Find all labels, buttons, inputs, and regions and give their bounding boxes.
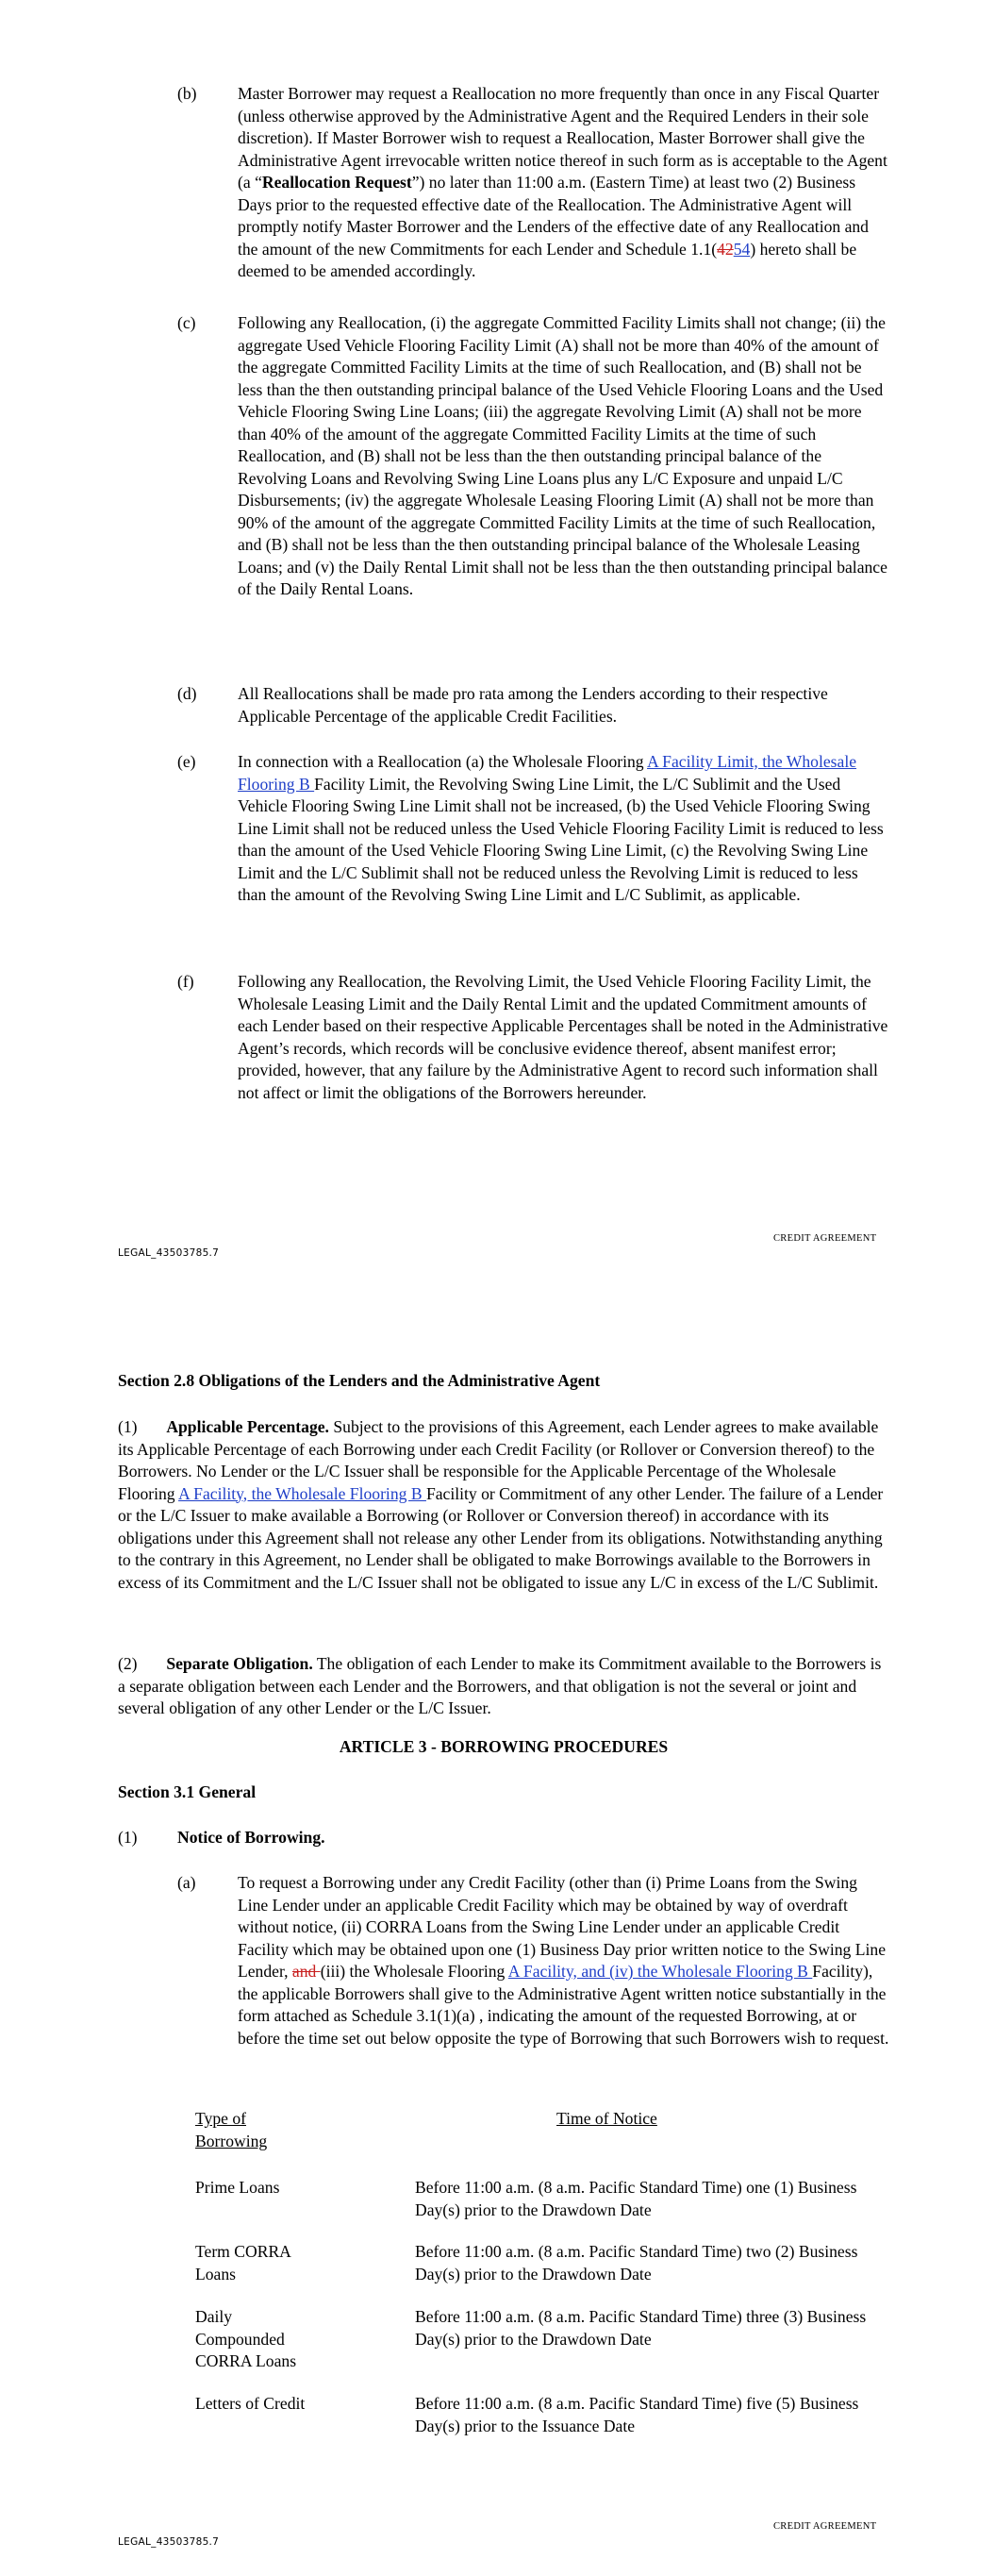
para-b-text-1: Master Borrower may request a Reallocation no more frequently than once in any Fiscal Quarter (unless otherwise approved by the Administrative Agent and the Required Lenders in their sole discretion). If Master Borrower wish to request a Reallocation, Master Borrower shall give the Administrative Agent irrevocable written notice thereof in such form as is acceptable to the Agent (a “ — [238, 84, 887, 192]
p2-text: The obligation of each Lender to make its Commitment available to the Borrowers is a separate obligation between each Lender and the Borrowers, and that obligation is not the several or joint and several obligation of any other Lender or the L/C Issuer. — [118, 1654, 882, 1717]
table-row-time: Before 11:00 a.m. (8 a.m. Pacific Standard Time) five (5) Business Day(s) prior to the Issuance Date — [415, 2394, 859, 2435]
footer-title: CREDIT AGREEMENT — [773, 2521, 877, 2532]
footer-doc-id: LEGAL_43503785.7 — [118, 2536, 220, 2548]
table-row-time: Before 11:00 a.m. (8 a.m. Pacific Standard Time) one (1) Business Day(s) prior to the Drawdown Date — [415, 2178, 857, 2219]
table-row-time: Before 11:00 a.m. (8 a.m. Pacific Standard Time) three (3) Business Day(s) prior to the Drawdown Date — [415, 2307, 867, 2349]
para-c: Following any Reallocation, (i) the aggregate Committed Facility Limits shall not change; (ii) the aggregate Used Vehicle Flooring Facility Limit (A) shall not be more than 40% of the amount of the aggregate Committed Facility Limits at the time of such Reallocation, and (B) shall not be less than the then outstanding principal balance of the Used Vehicle Flooring Loans and the Used Vehicle Flooring Swing Line Loans; (iii) the aggregate Revolving Limit (A) shall not be more than 40% of the amount of the aggregate Committed Facility Limits at the time of such Reallocation, and (B) shall not be less than the then outstanding principal balance of the Revolving Loans and Revolving Swing Line Loans plus any L/C Exposure and unpaid L/C Disbursements; (iv) the aggregate Wholesale Leasing Flooring Limit (A) shall not be more than 90% of the amount of the aggregate Committed Facility Limits at the time of such Reallocation, and (B) shall not be less than the then outstanding principal balance of the Wholesale Leasing Loans; and (v) the Daily Rental Limit shall not be less than the then outstanding principal balance of the Daily Rental Loans. — [238, 313, 887, 598]
table-row-type: Term CORRA Loans — [195, 2242, 290, 2283]
para-a-text-1: To request a Borrowing under any Credit Facility (other than (i) Prime Loans from the Swing Line Lender under an applicable Credit Facility which may be obtained by way of overdraft without notice, (ii) CORRA Loans from the Swing Line Lender under an applicable Credit Facility which may be obtained upon one (1) Business Day prior written notice to the Swing Line Lender, — [238, 1873, 886, 1981]
table-row-type: Letters of Credit — [195, 2394, 306, 2413]
article-heading: ARTICLE 3 - BORROWING PROCEDURES — [339, 1737, 669, 1756]
p1-number: (1) — [118, 1417, 138, 1436]
inserted-text: A Facility, the Wholesale Flooring B — [178, 1483, 426, 1503]
deleted-text: and — [291, 1962, 321, 1981]
para-d: All Reallocations shall be made pro rata among the Lenders according to their respective Applicable Percentage of the applicable Credit Facilities. — [238, 684, 828, 726]
inserted-text: A Facility, and (iv) the Wholesale Flooring B — [507, 1962, 813, 1981]
para-b-text-2: ”) no later than 11:00 a.m. (Eastern Time) at least two (2) Business Days prior to the requested effective date of the Reallocation. The Administrative Agent will promptly notify Master Borrower and the Lenders of the effective date of any Reallocation and the amount of the new Commitments for each Lender and Schedule 1.1( — [238, 173, 869, 259]
p1-text-1: Subject to the provisions of this Agreement, each Lender agrees to make available its Applicable Percentage of each Borrowing under each Credit Facility (or Rollover or Conversion thereof) to the Borrowers. No Lender or the L/C Issuer shall be responsible for the Applicable Percentage of the Wholesale Flooring — [118, 1417, 879, 1503]
para-a-text-3: Facility), the applicable Borrowers shall give to the Administrative Agent written notice substantially in the form attached as Schedule 3.1(1)(a) , indicating the amount of the requested Borrowing, at or before the time set out below opposite the type of Borrowing that such Borrowers wish to request. — [238, 1962, 889, 2048]
para-c-label: (c) — [177, 313, 196, 332]
reallocation-request-term: Reallocation Request — [261, 173, 412, 192]
table-header-time: Time of Notice — [556, 2109, 657, 2128]
p1-title: Applicable Percentage. — [166, 1417, 329, 1436]
para-e-label: (e) — [177, 752, 196, 771]
para-e — [238, 751, 890, 907]
table-row-type: Daily Compounded CORRA Loans — [195, 2307, 297, 2370]
para-b-label: (b) — [177, 84, 197, 103]
para-e-text-2: Facility Limit, the Revolving Swing Line Limit, the L/C Sublimit and the Used Vehicle Flooring Swing Line Limit shall not be increased, (b) the Used Vehicle Flooring Swing Line Limit shall not be reduced unless the Used Vehicle Flooring Facility Limit is reduced to less than the amount of the Used Vehicle Flooring Swing Line Limit, (c) the Revolving Swing Line Limit and the L/C Sublimit shall not be reduced unless the Revolving Limit is reduced to less than the amount of the Revolving Swing Line Limit and L/C Sublimit, as applicable. — [238, 774, 884, 904]
para-a-label: (a) — [177, 1873, 196, 1892]
para-a — [238, 1872, 890, 2049]
table-header-type: Type of Borrowing — [195, 2109, 268, 2150]
deleted-text: 42 — [717, 239, 734, 259]
section-heading: Section 2.8 Obligations of the Lenders and the Administrative Agent — [118, 1371, 601, 1390]
para-f-label: (f) — [177, 972, 194, 991]
inserted-text: 54 — [733, 239, 751, 259]
page-1 — [0, 0, 995, 1283]
p1-text-2: Facility or Commitment of any other Lender. The failure of a Lender or the L/C Issuer to make available a Borrowing (or Rollover or Conversion thereof) in accordance with its obligations under this Agreement shall not release any other Lender from its obligations. Notwithstanding anything to the contrary in this Agreement, no Lender shall be obligated to make Borrowings available to the Borrowers in excess of its Commitment and the L/C Issuer shall not be obligated to issue any L/C in excess of the L/C Sublimit. — [118, 1483, 884, 1592]
section-3-1-heading: Section 3.1 General — [118, 1782, 257, 1801]
p2-number: (2) — [118, 1654, 138, 1673]
para-b — [238, 83, 890, 283]
notice-number: (1) — [118, 1828, 138, 1847]
para-f: Following any Reallocation, the Revolving Limit, the Used Vehicle Flooring Facility Limit, the Wholesale Leasing Limit and the Daily Rental Limit and the updated Commitment amounts of each Lender based on their respective Applicable Percentages shall be noted in the Administrative Agent’s records, which records will be conclusive evidence thereof, absent manifest error; provided, however, that any failure by the Administrative Agent to record such information shall not affect or limit the obligations of the Borrowers hereunder. — [238, 972, 888, 1102]
notice-title: Notice of Borrowing. — [177, 1828, 325, 1847]
applicable-percentage-para — [118, 1416, 889, 1594]
p2-title: Separate Obligation. — [166, 1654, 313, 1673]
footer-title: CREDIT AGREEMENT — [773, 1233, 877, 1244]
page-2 — [0, 1283, 995, 2576]
footer-doc-id: LEGAL_43503785.7 — [118, 1247, 220, 1259]
table-row-time: Before 11:00 a.m. (8 a.m. Pacific Standard Time) two (2) Business Day(s) prior to the Drawdown Date — [415, 2242, 858, 2283]
para-e-text-1: In connection with a Reallocation (a) the Wholesale Flooring — [238, 752, 648, 771]
inserted-text: A Facility Limit, the Wholesale Flooring B — [238, 752, 857, 794]
separate-obligation-para — [118, 1653, 889, 1720]
table-row-type: Prime Loans — [195, 2178, 280, 2197]
para-b-text-3: ) hereto shall be deemed to be amended accordingly. — [238, 239, 857, 280]
para-a-text-2: (iii) the Wholesale Flooring — [320, 1962, 508, 1981]
para-d-label: (d) — [177, 684, 197, 703]
